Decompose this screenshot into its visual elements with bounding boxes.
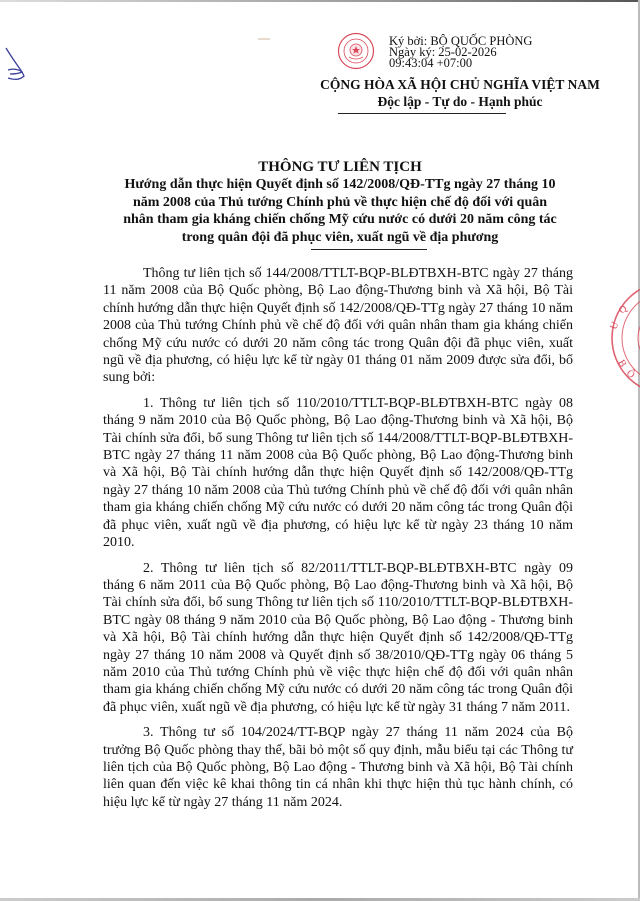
motto-divider <box>338 113 506 114</box>
digital-signature-block <box>337 30 637 70</box>
document-body <box>103 265 573 819</box>
amendment-item-2: 2. Thông tư liên tịch số 82/2011/TTLT-BQP-BLĐTBXH-BTC ngày 09 tháng 6 năm 2011 của Bộ Quốc phòng, Bộ Lao động-Thương binh và Xã hội, Bộ Tài chính sửa đổi, bổ sung Thông tư liên tịch số 110/2010/TTLT-BQP-BLĐTBXH-BTC ngày 08 tháng 9 năm 2010 của Bộ Quốc phòng, Bộ Lao động - Thương binh và Xã hội, Bộ Tài chính hướng dẫn thực hiện Quyết định số 142/2008/QĐ-TTg ngày 27 tháng 10 năm 2008 và Quyết định số 38/2010/QĐ-TTg ngày 06 tháng 5 năm 2010 của Thủ tướng Chính phủ về việc thực hiện chế độ đối với quân nhân tham gia kháng chiến chống Mỹ cứu nước có dưới 20 năm công tác trong Quân đội đã phục viên, xuất ngũ về địa phương, có hiệu lực kể từ ngày 31 tháng 7 năm 2011. <box>103 560 573 715</box>
document-title-block <box>120 158 560 246</box>
svg-text:Q: Q <box>616 303 630 317</box>
scan-top-edge <box>0 0 640 2</box>
svg-text:Ộ: Ộ <box>624 367 637 381</box>
sign-date: Ngày ký: 25-02-2026 <box>389 45 497 59</box>
signed-by: Ký bởi: BỘ QUỐC PHÒNG <box>389 34 533 48</box>
scan-speck <box>258 38 270 40</box>
sign-time: 09:43:04 +07:00 <box>389 56 473 70</box>
amendment-item-3: 3. Thông tư số 104/2024/TT-BQP ngày 27 tháng 11 năm 2024 của Bộ trưởng Bộ Quốc phòng thay thế, bãi bỏ một số quy định, mẫu biểu tại các Thông tư liên tịch của Bộ Quốc phòng, Bộ Lao động - Thương binh và Xã hội, Bộ Tài chính liên quan đến việc kê khai thông tin cá nhân khi thực hiện thủ tục hành chính, có hiệu lực kể từ ngày 27 tháng 11 năm 2024. <box>103 725 573 810</box>
document-subtitle: Hướng dẫn thực hiện Quyết định số 142/2008/QĐ-TTg ngày 27 tháng 10 năm 2008 của Thủ tướng Chính phủ về thực hiện chế độ đối với quân nhân tham gia kháng chiến chống Mỹ cứu nước có dưới 20 năm công tác trong quân đội đã phục viên, xuất ngũ về địa phương <box>123 177 557 245</box>
document-title: THÔNG TƯ LIÊN TỊCH <box>258 159 422 175</box>
national-title: CỘNG HÒA XÃ HỘI CHỦ NGHĨA VIỆT NAM <box>320 77 600 92</box>
ministry-red-stamp-icon <box>608 278 640 398</box>
state-emblem-seal-icon <box>337 32 375 70</box>
svg-text:B: B <box>615 358 629 370</box>
handwritten-mark-icon <box>2 44 28 84</box>
amendment-item-1: 1. Thông tư liên tịch số 110/2010/TTLT-BQP-BLĐTBXH-BTC ngày 08 tháng 9 năm 2010 của Bộ Quốc phòng, Bộ Lao động-Thương binh và Xã hội, Bộ Tài chính sửa đổi, bổ sung Thông tư liên tịch số 144/2008/TTLT-BQP-BLĐTBXH-BTC ngày 27 tháng 11 năm 2008 của Bộ Quốc phòng, Bộ Lao động-Thương binh và Xã hội, Bộ Tài chính hướng dẫn thực hiện Quyết định số 142/2008/QĐ-TTg ngày 27 tháng 10 năm 2008 của Thủ tướng Chính phủ về chế độ đối với quân nhân tham gia kháng chiến chống Mỹ cứu nước có dưới 20 năm công tác trong Quân đội đã phục viên, xuất ngũ về địa phương, có hiệu lực kể từ ngày 23 tháng 10 năm 2010. <box>103 395 573 551</box>
svg-text:U: U <box>608 320 622 332</box>
intro-paragraph: Thông tư liên tịch số 144/2008/TTLT-BQP-BLĐTBXH-BTC ngày 27 tháng 11 năm 2008 của Bộ Quốc phòng, Bộ Lao động-Thương binh và Xã hội, Bộ Tài chính hướng dẫn thực hiện Quyết định số 142/2008/QĐ-TTg ngày 27 tháng 10 năm 2008 của Thủ tướng Chính phủ về chế độ đối với quân nhân tham gia kháng chiến chống Mỹ cứu nước có dưới 20 năm công tác trong Quân đội đã phục viên, xuất ngũ về địa phương, có hiệu lực kể từ ngày 01 tháng 01 năm 2009 được sửa đổi, bổ sung bởi: <box>103 266 573 386</box>
title-divider <box>311 249 427 250</box>
national-motto: Độc lập - Tự do - Hạnh phúc <box>377 94 543 109</box>
